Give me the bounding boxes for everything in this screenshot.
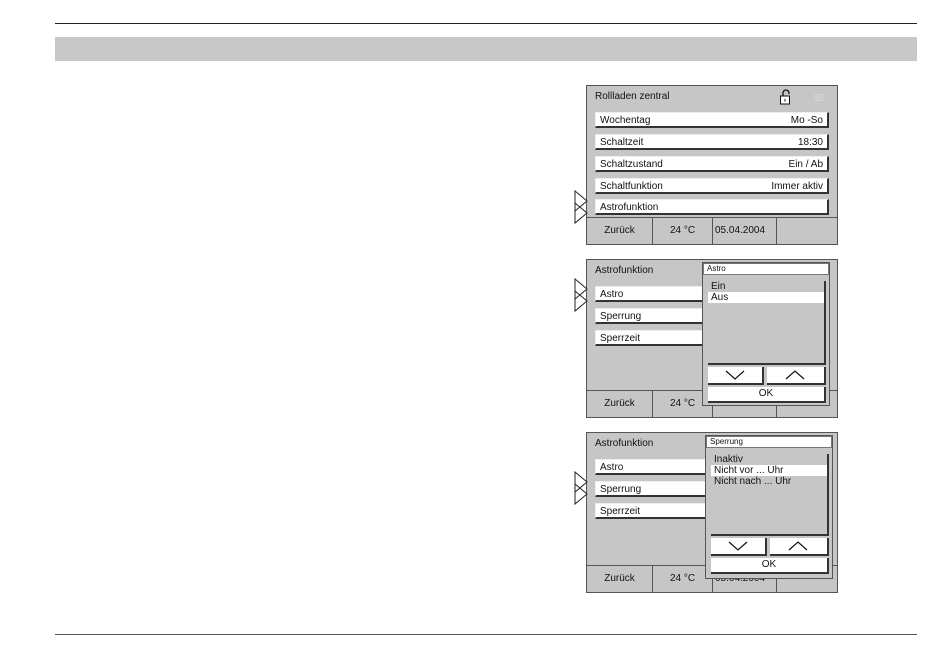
row-label: Schaltfunktion <box>600 181 663 192</box>
popup-title: Sperrung <box>706 436 832 448</box>
bottom-rule <box>55 634 917 635</box>
scroll-down-button[interactable] <box>708 367 764 385</box>
row-label: Astro <box>600 462 624 473</box>
scroll-up-button[interactable] <box>770 538 829 556</box>
popup-sperrung <box>705 435 833 579</box>
padlock-open-icon <box>779 89 793 105</box>
row-label: Wochentag <box>600 115 651 126</box>
row-sperrzeit[interactable] <box>595 503 715 519</box>
row-astro[interactable] <box>595 459 715 475</box>
chevron-up-icon <box>770 538 827 554</box>
header-bar <box>55 37 917 61</box>
row-value: Mo -So <box>790 115 823 126</box>
chevron-down-icon <box>708 367 762 383</box>
row-label: Astrofunktion <box>600 202 659 213</box>
row-astro[interactable] <box>595 286 715 302</box>
temperature: 24 °C <box>653 566 713 592</box>
row-value: 18:30 <box>797 137 823 148</box>
row-schaltfunktion[interactable] <box>595 178 829 194</box>
row-label: Astro <box>600 289 624 300</box>
option-list <box>708 281 826 365</box>
popup-astro <box>702 262 830 406</box>
row-schaltzeit[interactable] <box>595 134 829 150</box>
option-list <box>711 454 829 536</box>
back-button[interactable]: Zurück <box>587 218 653 244</box>
hand-pointer-icon <box>573 468 599 508</box>
row-label: Sperrzeit <box>600 333 641 344</box>
panel-title: Astrofunktion <box>595 265 654 276</box>
panel-title: Rollladen zentral <box>595 91 670 102</box>
scroll-down-button[interactable] <box>711 538 767 556</box>
panel-title: Astrofunktion <box>595 438 654 449</box>
panel-rollladen-zentral <box>586 85 838 245</box>
row-sperrung[interactable] <box>595 481 715 497</box>
option-nicht-vor[interactable]: Nicht vor ... Uhr <box>711 465 827 476</box>
popup-title: Astro <box>703 263 829 275</box>
top-rule <box>55 23 917 24</box>
option-ein[interactable]: Ein <box>711 281 726 292</box>
option-inaktiv[interactable]: Inaktiv <box>714 454 743 465</box>
ok-button[interactable]: OK <box>711 558 829 574</box>
row-wochentag[interactable] <box>595 112 829 128</box>
row-label: Sperrung <box>600 484 642 495</box>
row-label: Sperrzeit <box>600 506 641 517</box>
row-sperrzeit[interactable] <box>595 330 715 346</box>
option-aus[interactable]: Aus <box>708 292 824 303</box>
hand-pointer-icon <box>573 187 599 227</box>
row-value: Ein / Ab <box>788 159 823 170</box>
row-astrofunktion[interactable] <box>595 199 829 215</box>
row-label: Schaltzustand <box>600 159 663 170</box>
row-value: Immer aktiv <box>771 181 823 192</box>
scroll-up-button[interactable] <box>767 367 826 385</box>
temperature: 24 °C <box>653 391 713 417</box>
hand-pointer-icon <box>573 275 599 315</box>
temperature: 24 °C <box>653 218 713 244</box>
chevron-down-icon <box>711 538 765 554</box>
row-label: Sperrung <box>600 311 642 322</box>
row-sperrung[interactable] <box>595 308 715 324</box>
ok-button[interactable]: OK <box>708 387 826 403</box>
back-button[interactable]: Zurück <box>587 566 653 592</box>
date: 05.04.2004 <box>713 218 777 244</box>
panel-footer <box>587 217 837 244</box>
chevron-up-icon <box>767 367 824 383</box>
option-nicht-nach[interactable]: Nicht nach ... Uhr <box>714 476 792 487</box>
row-schaltzustand[interactable] <box>595 156 829 172</box>
back-button[interactable]: Zurück <box>587 391 653 417</box>
heat-waves-icon: ≋ <box>813 89 825 105</box>
row-label: Schaltzeit <box>600 137 644 148</box>
